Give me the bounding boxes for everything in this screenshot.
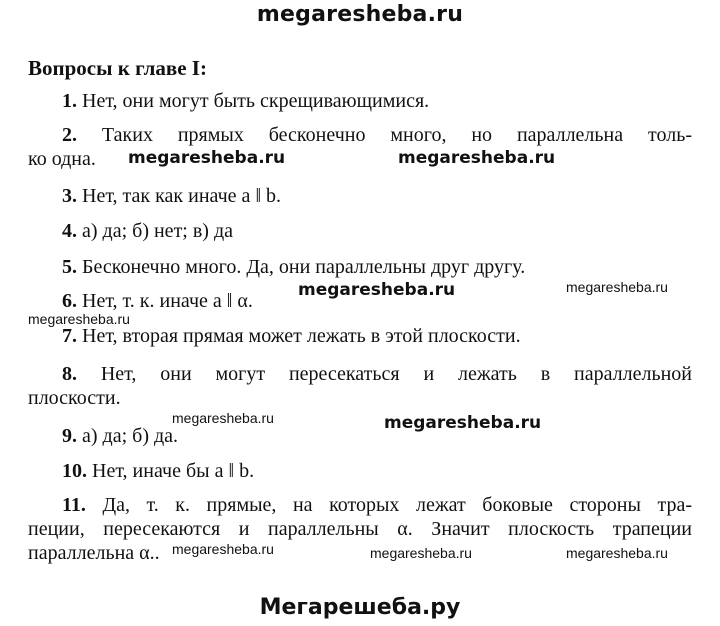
- watermark-footer: Мегарешеба.ру: [259, 595, 461, 620]
- answer-number: 6.: [62, 290, 77, 312]
- watermark-small: megaresheba.ru: [28, 311, 130, 327]
- answer-number: 5.: [62, 256, 77, 278]
- answer-line: параллельна α..: [28, 542, 160, 564]
- answer-line: [28, 362, 692, 386]
- answer-number: 9.: [62, 425, 77, 447]
- answer-number: 10.: [62, 460, 87, 482]
- watermark-small: megaresheba.ru: [172, 410, 274, 426]
- watermark-inline: megaresheba.ru: [398, 148, 556, 168]
- answer-number: 4.: [62, 220, 77, 242]
- watermark-small: megaresheba.ru: [566, 279, 668, 295]
- answer-text: Нет, они могут пересекаться и лежать в параллельной: [100, 363, 692, 385]
- answer-3: [28, 184, 720, 208]
- answer-7: [28, 324, 720, 348]
- answer-10: [28, 459, 720, 483]
- watermark-header: megaresheba.ru: [256, 2, 464, 27]
- answer-number: 8.: [62, 363, 77, 385]
- watermark-small: megaresheba.ru: [370, 545, 472, 561]
- answer-5: [28, 255, 720, 279]
- answer-text: Нет, они могут быть скрещивающимися.: [82, 90, 430, 112]
- answer-number: 7.: [62, 325, 77, 347]
- answer-line: пеции, пересекаются и параллельны α. Значит плоскость трапеции: [28, 518, 692, 540]
- answer-1: [28, 89, 720, 113]
- answer-text: Нет, иначе бы a ‖ b.: [92, 460, 255, 482]
- answer-text: а) да; б) нет; в) да: [82, 220, 234, 242]
- answer-8: [28, 362, 692, 410]
- answer-text: а) да; б) да.: [82, 425, 179, 447]
- answer-line: ко одна.: [28, 148, 96, 170]
- answer-text: Нет, вторая прямая может лежать в этой плоскости.: [82, 325, 521, 347]
- answer-number: 1.: [62, 90, 77, 112]
- chapter-questions-heading: Вопросы к главе I:: [28, 56, 207, 80]
- watermark-inline: megaresheba.ru: [384, 413, 542, 433]
- answer-text: Да, т. к. прямые, на которых лежат боковые стороны тра-: [102, 494, 693, 516]
- answer-line: [28, 123, 692, 147]
- answer-line: плоскости.: [28, 387, 121, 409]
- answer-text: Нет, т. к. иначе a ‖ α.: [82, 290, 253, 312]
- answer-number: 11.: [62, 494, 86, 516]
- answer-text: Нет, так как иначе a ‖ b.: [82, 185, 282, 207]
- watermark-small: megaresheba.ru: [172, 541, 274, 557]
- answer-number: 3.: [62, 185, 77, 207]
- watermark-small: megaresheba.ru: [566, 545, 668, 561]
- watermark-inline: megaresheba.ru: [298, 280, 456, 300]
- answer-text: Бесконечно много. Да, они параллельны друг другу.: [82, 256, 526, 278]
- watermark-inline: megaresheba.ru: [128, 148, 286, 168]
- answer-4: [28, 219, 720, 243]
- answer-text: Таких прямых бесконечно много, но параллельна толь-: [101, 124, 693, 146]
- answer-9: [28, 424, 720, 448]
- answer-number: 2.: [62, 124, 77, 146]
- answer-line: [28, 493, 692, 517]
